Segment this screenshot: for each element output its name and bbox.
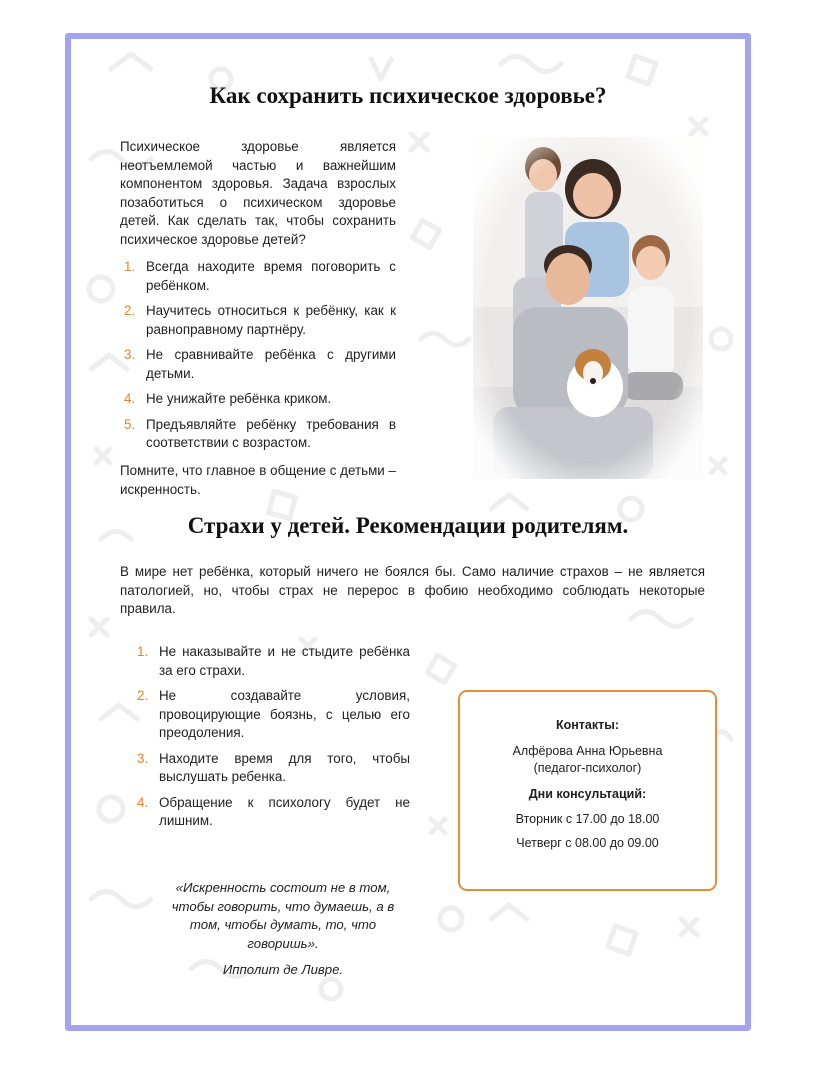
consultation-days-title: Дни консультаций:	[528, 787, 647, 801]
section1-outro: Помните, что главное в общение с детьми – искренность.	[120, 463, 396, 497]
list-item-text: Находите время для того, чтобы выслушать ребенка.	[159, 750, 410, 784]
list-item	[120, 346, 396, 383]
quote-author: Ипполит де Ливре.	[222, 962, 344, 977]
list-number: 3.	[137, 750, 149, 766]
list-item-text: Предъявляйте ребёнку требования в соответствии с возрастом.	[146, 416, 396, 450]
list-number: 3.	[124, 347, 136, 362]
list-number: 1.	[137, 644, 149, 659]
list-item	[120, 302, 396, 339]
list-number: 5.	[124, 416, 136, 432]
list-item-text: Не унижайте ребёнка криком.	[146, 391, 332, 406]
list-number: 4.	[124, 391, 136, 406]
list-number: 4.	[137, 794, 149, 810]
list-item	[120, 258, 396, 295]
list-item-text: Не создавайте условия, провоцирующие боязнь, с целью его преодоления.	[159, 688, 410, 740]
consultation-day-1: Вторник с 17.00 до 18.00	[515, 812, 660, 826]
list-item-text: Не сравнивайте ребёнка с другими детьми.	[146, 347, 396, 381]
section2-intro: В мире нет ребёнка, который ничего не боялся бы. Само наличие страхов – не является патологией, но, чтобы страх не перерос в фобию необходимо соблюдать некоторые правила.	[120, 564, 705, 616]
contacts-title: Контакты:	[555, 718, 620, 732]
list-item	[133, 794, 410, 831]
contacts-box	[458, 690, 717, 891]
list-number: 2.	[124, 303, 136, 318]
list-item	[133, 750, 410, 787]
page-content	[71, 39, 745, 1025]
list-item	[133, 643, 410, 680]
list-item	[120, 416, 396, 453]
list-item-text: Обращение к психологу будет не лишним.	[159, 794, 410, 828]
quote-text: «Искренность состоит не в том, чтобы говорить, что думаешь, а в том, чтобы думать, то, что говоришь».	[171, 880, 395, 951]
section1-title: Как сохранить психическое здоровье?	[209, 83, 607, 108]
list-item	[120, 390, 396, 409]
list-number: 1.	[124, 259, 136, 274]
list-item	[133, 687, 410, 743]
page-frame	[65, 33, 751, 1031]
contact-name: Алфёрова Анна Юрьевна	[512, 744, 663, 758]
list-number: 2.	[137, 688, 149, 703]
section2-title: Страхи у детей. Рекомендации родителям.	[187, 513, 629, 538]
list-item-text: Не наказывайте и не стыдите ребёнка за его страхи.	[159, 644, 410, 678]
contact-role: (педагог-психолог)	[533, 761, 642, 775]
list-item-text: Научитесь относиться к ребёнку, как к равноправному партнёру.	[146, 303, 396, 337]
section1-intro: Психическое здоровье является неотъемлемой частью и важнейшим компонентом здоровья. Задача взрослых позаботиться о психическом здоровье детей. Как сделать так, чтобы сохранить психическое здоровье детей?	[120, 139, 396, 247]
section1-list	[120, 258, 396, 453]
family-photo	[473, 137, 703, 479]
consultation-day-2: Четверг с 08.00 до 09.00	[516, 836, 659, 850]
section2-list	[133, 643, 410, 831]
list-item-text: Всегда находите время поговорить с ребёнком.	[146, 259, 396, 293]
